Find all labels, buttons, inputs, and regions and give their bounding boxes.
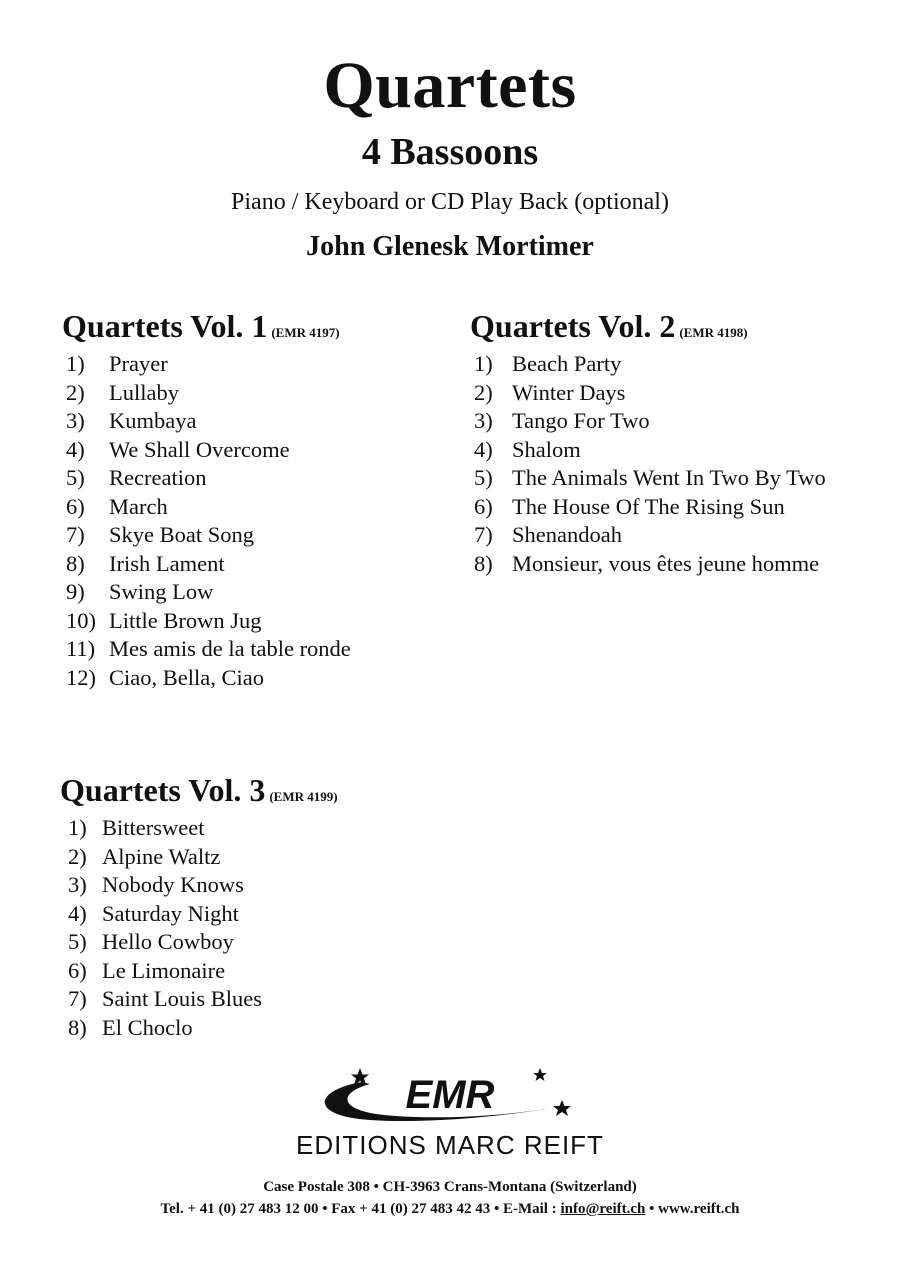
catalog-code: (EMR 4199): [269, 789, 338, 804]
list-item: [66, 521, 351, 550]
item-number: 4): [66, 436, 85, 462]
item-title: The Animals Went In Two By Two: [512, 465, 826, 490]
contact-phone-fax: Tel. + 41 (0) 27 483 12 00 • Fax + 41 (0) 27 483 42 43 • E-Mail :: [160, 1201, 561, 1217]
instrumentation-note: Piano / Keyboard or CD Play Back (optional): [231, 189, 669, 215]
list-item: [66, 407, 351, 436]
item-title: Kumbaya: [109, 408, 197, 433]
item-number: 7): [68, 986, 87, 1011]
item-title: Mes amis de la table ronde: [109, 636, 351, 661]
list-item: [66, 379, 351, 408]
item-number: 8): [68, 1014, 87, 1040]
item-title: Swing Low: [109, 579, 214, 604]
list-item: [474, 436, 826, 465]
item-number: 2): [68, 843, 87, 869]
item-title: Lullaby: [109, 379, 179, 405]
item-number: 5): [474, 465, 493, 490]
item-title: We Shall Overcome: [109, 436, 290, 462]
item-number: 1): [66, 351, 85, 376]
star-icon: [533, 1068, 547, 1081]
list-item: [68, 843, 262, 872]
item-title: Saint Louis Blues: [102, 986, 263, 1011]
publisher-address: Case Postale 308 • CH-3963 Crans-Montana (Switzerland): [263, 1179, 637, 1195]
emr-logo: [300, 1060, 600, 1130]
item-title: Beach Party: [512, 351, 622, 376]
item-title: Recreation: [109, 465, 207, 490]
list-item: [66, 350, 351, 379]
volume-title: Quartets Vol. 2: [470, 308, 676, 344]
list-item: [474, 407, 826, 436]
item-number: 5): [68, 929, 87, 954]
item-title: Shalom: [512, 436, 581, 462]
volume-title: Quartets Vol. 3: [60, 772, 266, 808]
list-item: [66, 578, 351, 607]
item-number: 7): [66, 522, 85, 547]
item-number: 4): [68, 900, 87, 926]
list-item: [68, 1014, 262, 1043]
list-item: [68, 957, 262, 986]
item-title: Irish Lament: [109, 550, 225, 576]
item-number: 1): [68, 815, 87, 840]
list-item: [68, 871, 262, 900]
list-item: [68, 900, 262, 929]
item-number: 6): [66, 493, 85, 519]
item-title: Little Brown Jug: [109, 607, 262, 633]
volume-2-piece-list: [474, 350, 826, 578]
item-title: Bittersweet: [102, 815, 205, 840]
item-number: 3): [66, 408, 85, 433]
item-number: 9): [66, 579, 85, 604]
catalog-code: (EMR 4197): [271, 325, 340, 340]
item-title: Skye Boat Song: [109, 522, 255, 547]
item-number: 2): [474, 379, 493, 405]
list-item: [474, 379, 826, 408]
list-item: [474, 464, 826, 493]
list-item: [68, 814, 262, 843]
list-item: [66, 493, 351, 522]
list-item: [474, 521, 826, 550]
item-number: 10): [66, 607, 96, 633]
item-title: Prayer: [109, 351, 168, 376]
catalog-code: (EMR 4198): [679, 325, 748, 340]
item-number: 3): [68, 872, 87, 897]
composer-name: John Glenesk Mortimer: [306, 231, 594, 262]
item-number: 8): [66, 550, 85, 576]
volume-title: Quartets Vol. 1: [62, 308, 268, 344]
item-title: El Choclo: [102, 1014, 193, 1040]
item-title: Saturday Night: [102, 900, 239, 926]
star-icon: [553, 1100, 571, 1116]
list-item: [66, 436, 351, 465]
item-title: Hello Cowboy: [102, 929, 234, 954]
publisher-name: EDITIONS MARC REIFT: [296, 1130, 604, 1160]
item-title: Tango For Two: [512, 408, 650, 433]
item-title: Le Limonaire: [102, 957, 226, 983]
list-item: [474, 493, 826, 522]
item-title: March: [109, 493, 168, 519]
item-title: Ciao, Bella, Ciao: [109, 664, 264, 690]
item-number: 6): [68, 957, 87, 983]
list-item: [474, 350, 826, 379]
item-title: Nobody Knows: [102, 872, 244, 897]
item-title: The House Of The Rising Sun: [512, 493, 785, 519]
item-number: 1): [474, 351, 493, 376]
volume-3-piece-list: [68, 814, 262, 1042]
list-item: [474, 550, 826, 579]
volume-1-heading: [62, 306, 340, 353]
item-number: 6): [474, 493, 493, 519]
list-item: [66, 607, 351, 636]
list-item: [68, 928, 262, 957]
list-item: [66, 635, 351, 664]
item-number: 7): [474, 522, 493, 547]
item-number: 5): [66, 465, 85, 490]
item-title: Alpine Waltz: [102, 843, 221, 869]
volume-1-piece-list: [66, 350, 351, 692]
list-item: [66, 664, 351, 693]
volume-2-heading: [470, 306, 748, 353]
list-item: [68, 985, 262, 1014]
item-number: 12): [66, 664, 96, 690]
page-title: Quartets: [323, 49, 577, 122]
item-number: 8): [474, 550, 493, 576]
item-title: Shenandoah: [512, 522, 622, 547]
list-item: [66, 550, 351, 579]
list-item: [66, 464, 351, 493]
page-subtitle: 4 Bassoons: [361, 131, 539, 173]
logo-wordmark: EMR: [405, 1073, 495, 1117]
item-title: Winter Days: [512, 379, 626, 405]
item-number: 3): [474, 408, 493, 433]
item-number: 2): [66, 379, 85, 405]
contact-website: • www.reift.ch: [645, 1201, 740, 1217]
item-number: 11): [66, 636, 96, 661]
item-title: Monsieur, vous êtes jeune homme: [512, 550, 820, 576]
publisher-contact: [0, 1198, 900, 1220]
contact-email-link[interactable]: info@reift.ch: [560, 1201, 646, 1217]
item-number: 4): [474, 436, 493, 462]
volume-3-heading: [60, 770, 338, 817]
